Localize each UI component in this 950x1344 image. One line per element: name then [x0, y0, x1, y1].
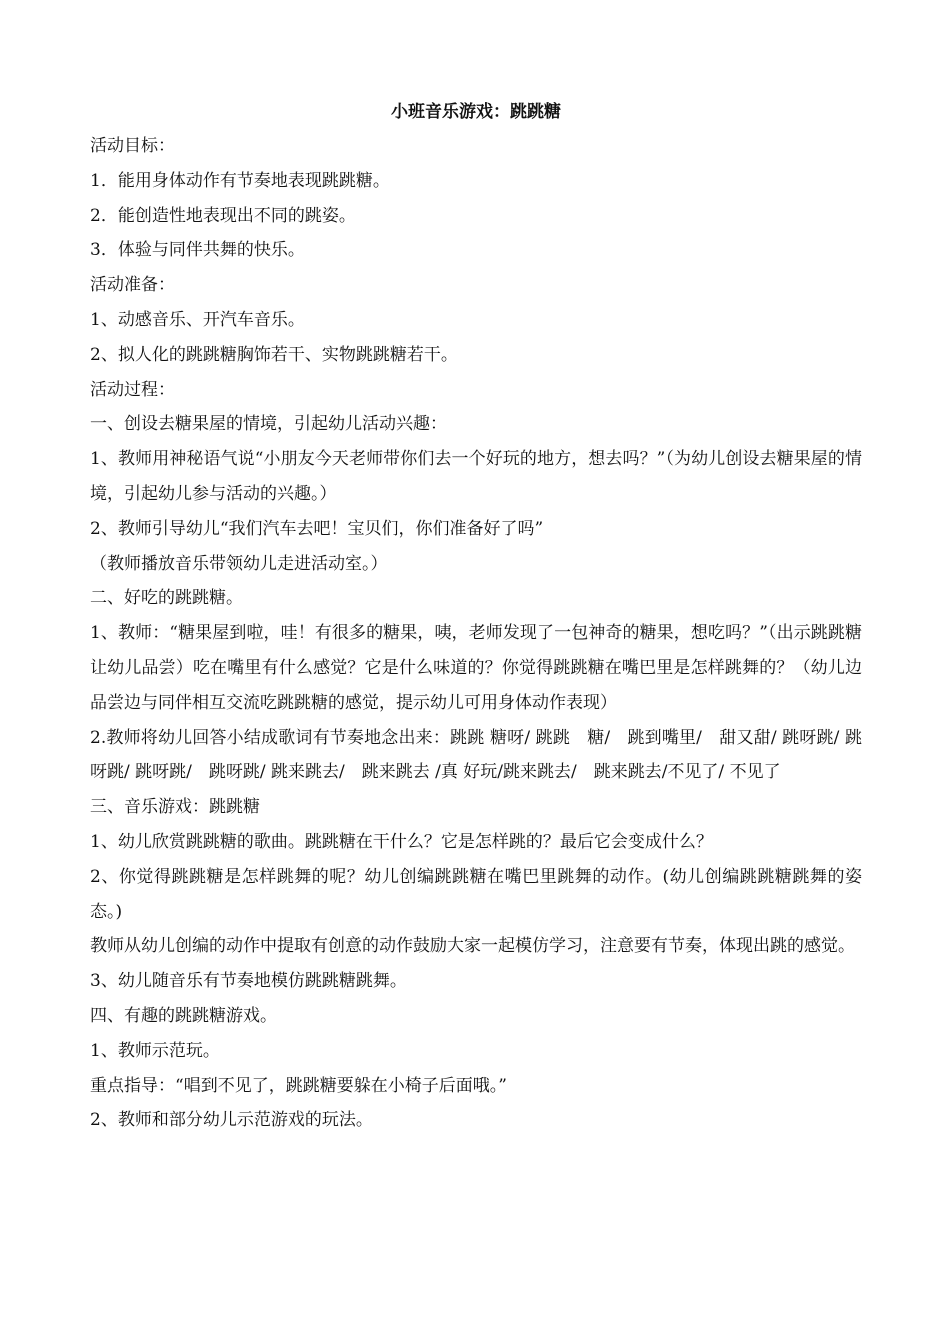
- goal-item-3: 3．体验与同伴共舞的快乐。: [90, 240, 305, 261]
- process-part-4-heading: 四、有趣的跳跳糖游戏。: [90, 1005, 277, 1026]
- process-part-1-note: （教师播放音乐带领幼儿走进活动室。）: [90, 553, 388, 574]
- process-part-3-step-3: 3、幼儿随音乐有节奏地模仿跳跳糖跳舞。: [90, 971, 407, 992]
- process-part-3-heading: 三、音乐游戏：跳跳糖: [90, 797, 260, 818]
- process-part-4-step-2: 2、教师和部分幼儿示范游戏的玩法。: [90, 1110, 373, 1131]
- goal-item-2: 2．能创造性地表现出不同的跳姿。: [90, 205, 356, 226]
- process-part-2-step-2: 2.教师将幼儿回答小结成歌词有节奏地念出来：跳跳 糖呀/ 跳跳 糖/ 跳到嘴里/ 甜又甜/ 跳呀跳/ 跳呀跳/ 跳呀跳/ 跳呀跳/ 跳来跳去/ 跳来跳去 /真 好玩/跳来跳去/ 跳来跳去/不见了/ 不见了: [90, 727, 862, 783]
- process-part-3-step-2: 2、你觉得跳跳糖是怎样跳舞的呢？幼儿创编跳跳糖在嘴巴里跳舞的动作。(幼儿创编跳跳糖跳舞的姿态。): [90, 866, 862, 922]
- document-title: 小班音乐游戏：跳跳糖: [391, 102, 561, 122]
- preparation-item-2: 2、拟人化的跳跳糖胸饰若干、实物跳跳糖若干。: [90, 344, 458, 365]
- process-part-1-heading: 一、创设去糖果屋的情境，引起幼儿活动兴趣：: [90, 414, 447, 435]
- process-part-2-step-1: 1、教师：“糖果屋到啦，哇！有很多的糖果，咦，老师发现了一包神奇的糖果，想吃吗？”（出示跳跳糖让幼儿品尝）吃在嘴里有什么感觉？它是什么味道的？你觉得跳跳糖在嘴巴里是怎样跳舞的？（幼儿边品尝边与同伴相互交流吃跳跳糖的感觉，提示幼儿可用身体动作表现）: [90, 623, 862, 713]
- section-heading-preparation: 活动准备：: [90, 275, 175, 296]
- goal-item-1: 1．能用身体动作有节奏地表现跳跳糖。: [90, 170, 390, 191]
- process-part-1-step-1: 1、教师用神秘语气说“小朋友今天老师带你们去一个好玩的地方，想去吗？”（为幼儿创设去糖果屋的情境，引起幼儿参与活动的兴趣。）: [90, 449, 862, 504]
- section-heading-goals: 活动目标：: [90, 136, 175, 156]
- process-part-1-step-2: 2、教师引导幼儿“我们汽车去吧！宝贝们，你们准备好了吗”: [90, 518, 544, 539]
- process-part-2-heading: 二、好吃的跳跳糖。: [90, 588, 243, 609]
- section-heading-process: 活动过程：: [90, 379, 175, 400]
- process-part-3-note: 教师从幼儿创编的动作中提取有创意的动作鼓励大家一起模仿学习，注意要有节奏，体现出跳的感觉。: [90, 936, 855, 957]
- preparation-item-1: 1、动感音乐、开汽车音乐。: [90, 309, 305, 330]
- process-part-3-step-1: 1、幼儿欣赏跳跳糖的歌曲。跳跳糖在干什么？它是怎样跳的？最后它会变成什么？: [90, 831, 713, 852]
- process-part-4-step-1: 1、教师示范玩。: [90, 1040, 220, 1061]
- process-part-4-guidance: 重点指导：“唱到不见了，跳跳糖要躲在小椅子后面哦。”: [90, 1075, 507, 1096]
- document-page: [90, 95, 862, 1138]
